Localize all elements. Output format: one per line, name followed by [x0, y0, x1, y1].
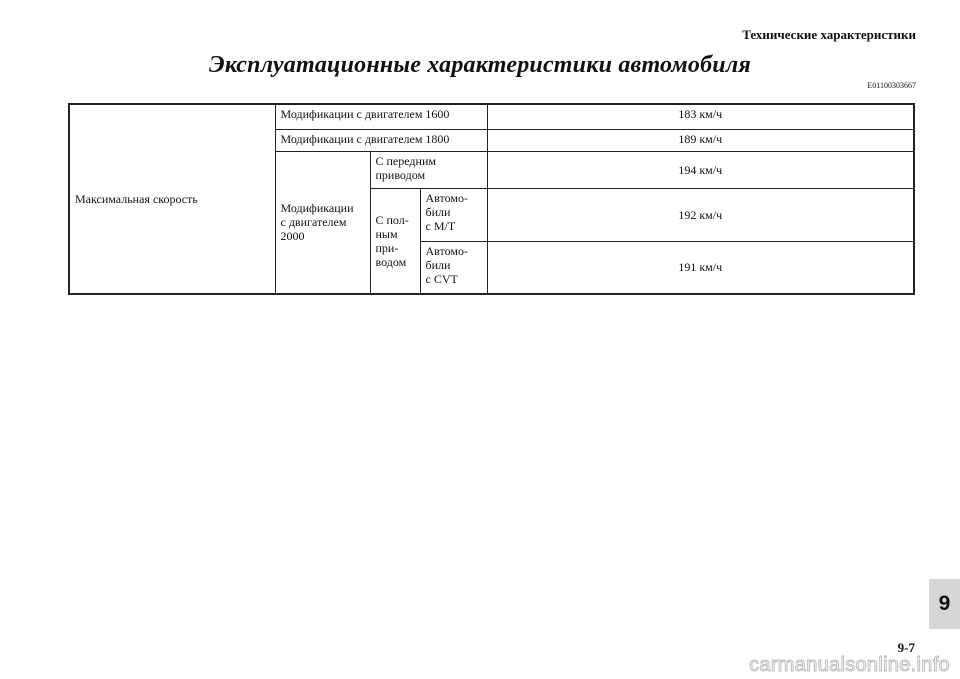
cvt-label: Автомо- били с CVT: [420, 241, 487, 294]
page-number: 9-7: [897, 640, 915, 655]
cvt-value: 191 км/ч: [487, 241, 914, 294]
awd-label: С пол- ным при- водом: [370, 188, 420, 294]
mod2000-label: Модификации с двигателем 2000: [275, 151, 370, 294]
param-cell: Максимальная скорость: [69, 104, 275, 294]
front-drive-value: 194 км/ч: [487, 151, 914, 188]
mt-label: Автомо- били с M/T: [420, 188, 487, 241]
document-code: E01100303667: [867, 81, 916, 90]
section-header: Технические характеристики: [742, 27, 916, 42]
spec-table: [68, 103, 915, 295]
row-label: Модификации с двигателем 1800: [275, 129, 487, 151]
mt-value: 192 км/ч: [487, 188, 914, 241]
row-label: Модификации с двигателем 1600: [275, 104, 487, 129]
front-drive-label: С передним приводом: [370, 151, 487, 188]
row-value: 189 км/ч: [487, 129, 914, 151]
row-value: 183 км/ч: [487, 104, 914, 129]
page-title: Эксплуатационные характеристики автомобиля: [209, 52, 751, 78]
chapter-tab: 9: [929, 579, 960, 629]
watermark: carmanualsonline.info: [749, 654, 950, 676]
table-row: [69, 104, 914, 129]
